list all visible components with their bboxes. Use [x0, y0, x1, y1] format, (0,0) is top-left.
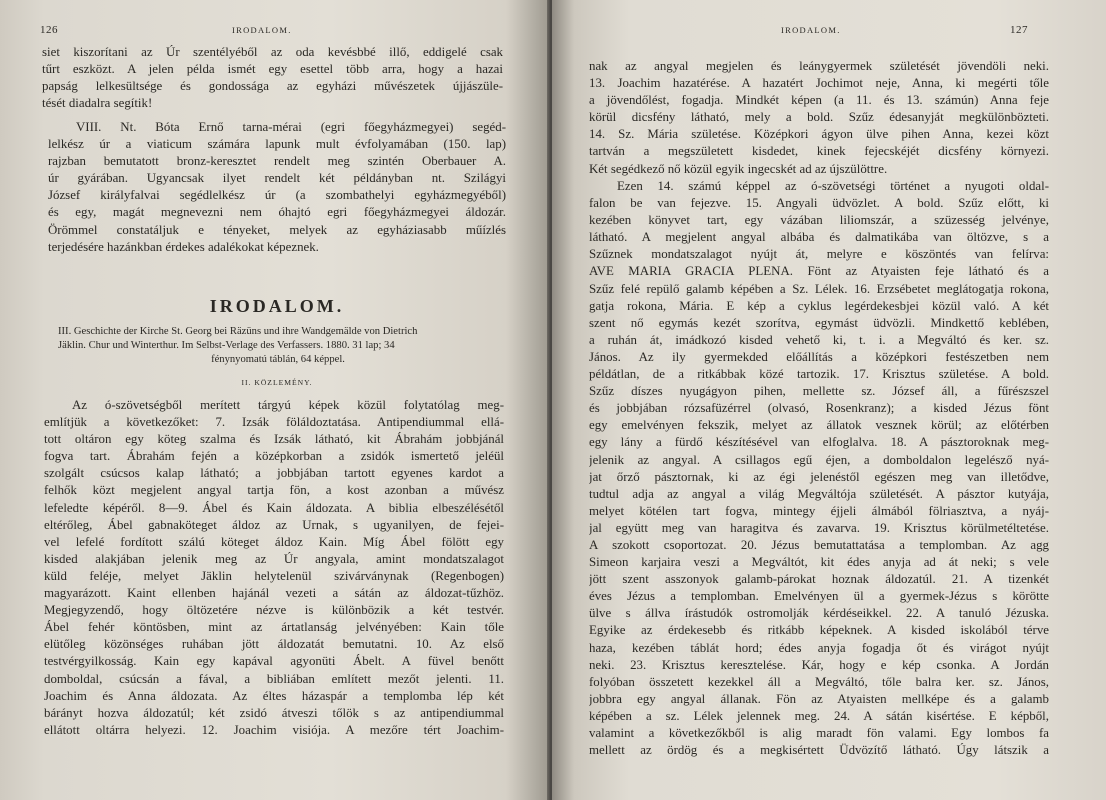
- page-number: 126: [40, 24, 58, 36]
- text-line: jat őrző pásztornak, ki az égi jelenéstől egészen meg van illetődve,: [589, 469, 1049, 484]
- text-line: Szűznek mondatszalagot nyújt át, melyre e köszöntés van felírva:: [589, 247, 1049, 262]
- paragraph: [589, 58, 1049, 178]
- text-line: látható. A megjelent angyal albába és dalmatikába van öltözve, s a: [589, 230, 1049, 245]
- running-head: IRODALOM.: [232, 25, 292, 35]
- text-line: 14. Sz. Mária születése. Középkori ágyon ülve pihen Anna, kezei közt: [589, 127, 1049, 142]
- text-line: Az ó-szövetségből merített tárgyú képek közül folytatólag meg-: [72, 398, 504, 412]
- text-line: rajzban bemutatott bronz-keresztet rendelt meg szintén Oberbauer A.: [48, 154, 506, 169]
- text-line: Ábel fehér köntösben, mint az ártatlanság jelvényében: Kain tőle: [44, 620, 504, 635]
- text-line: Két segédkező nő közül egyik ingecskét ad az újszülöttre.: [589, 161, 888, 176]
- text-line: egy lány a fürdő készítésével van elfoglalva. 18. A pásztoroknak meg-: [589, 435, 1049, 450]
- text-line: Ezen 14. számú képpel az ó-szövetségi történet a nyugoti oldal-: [617, 179, 1049, 193]
- text-line: felhők közt megjelent angyal tartja fön, a kost azonban a művész: [44, 483, 504, 498]
- text-line: AVE MARIA GRACIA PLENA. Fönt az Atyaisten feje látható és a: [589, 264, 1049, 279]
- paragraph: [42, 44, 503, 112]
- text-line: valamint a következőkből is alig maradt fön valami. Egy lombos fa: [589, 726, 1049, 740]
- left-page: [0, 0, 550, 800]
- text-line: haza, kezében táblát hord; édes anyja fogadja őt és virágot nyújt: [589, 640, 1049, 655]
- text-line: jal együtt meg van haragitva és zavarva. 19. Krisztus körülmetéltetése.: [589, 520, 1049, 535]
- text-line: lefeledte képéről. 8—9. Ábel és Kain áldozata. A biblia elbeszélésétől: [44, 500, 504, 515]
- text-line: Joachim és Anna áldozata. Az éltes házaspár a templomba lép két: [44, 688, 504, 703]
- text-line: Szűz felé repülő galamb képében a Sz. Lélek. 16. Erzsébetet meglátogatja rokona,: [589, 281, 1049, 296]
- text-line: ülve s állva írástudók ostromolják kérdéseikkel. 22. A tanuló Jézuska.: [589, 606, 1049, 621]
- running-head: IRODALOM.: [781, 25, 841, 35]
- text-line: és egy, magát megnevezni nem óhajtó egri főegyházmegyei áldozár.: [48, 205, 506, 220]
- text-line: tudtul adja az angyal a világ Megváltója születését. A pásztor kutyája,: [589, 486, 1049, 501]
- text-line: Egyike az érdekesebb és ritkább képeknek. A kisded iskolából térve: [589, 623, 1049, 638]
- text-line: 13. Joachim hazatérése. A hazatért Jochimot neje, Anna, ki megérti tőle: [589, 76, 1049, 91]
- text-line: eltérőleg, Ábel gabnaköteget áldoz az Urnak, s ugyanilyen, de fejei-: [44, 517, 504, 532]
- text-line: jött szent asszonyok galamb-párokat hoznak áldozatúl. 21. A tizenkét: [589, 572, 1049, 587]
- text-line: és jobbjában rózsafüzérrel (olvasó, Rosenkranz); a kisded Jézus fönt: [589, 401, 1049, 416]
- text-line: domboldal, csúcsán a fával, a bibliában említett mezőt jelenti. 11.: [44, 671, 504, 686]
- text-line: testvérgyilkosság. Kain egy kapával agyonüti Ábelt. A füvel benőtt: [44, 654, 504, 669]
- text-line: egy emelvényen fekszik, melyet az állatok vesznek körül; az előtérben: [589, 418, 1049, 433]
- text-line: papság lelkesültsége és gondossága az egyházi művészetek újjászüle-: [42, 79, 503, 94]
- text-line: bárányt hozva áldozatúl; két zsidó átveszi tőlök s az antipendiummal: [44, 705, 504, 720]
- text-line: nak az angyal megjelen és leánygyermek születését jövendöli neki.: [589, 59, 1049, 73]
- text-line: küld feléje, melyet Jäklin helytelenül szivárványnak (Regenbogen): [44, 568, 504, 583]
- text-line: fénynyomatú táblán, 64 képpel.: [211, 354, 345, 365]
- text-line: kisded alakjában jelenik meg az Úr angyala, amint mondatszalagot: [44, 551, 504, 566]
- text-line: úr gyárában. Ugyancsak ilyet rendelt két példányban nt. Szilágyi: [48, 171, 506, 186]
- text-line: József királyfalvai segédlelkész úr (a szombathelyi egyházmegyéből): [48, 188, 506, 203]
- text-line: János. Az ily gyermekded előállítás a középkori festészetben nem: [589, 349, 1049, 364]
- text-line: példátlan, de a ritkábbak közé tartozik. 17. Krisztus születése. A bold.: [589, 367, 1049, 382]
- text-line: melyet kötélen tart fogva, mintegy éjjeli álmából fölriasztva, a nyáj-: [589, 503, 1049, 518]
- text-line: Megjegyzendő, hogy öltözetére nézve is különbözik a két testvér.: [44, 603, 504, 618]
- text-line: III. Geschichte der Kirche St. Georg bei Räzüns und ihre Wandgemälde von Dietrich: [58, 326, 418, 337]
- text-line: A szokott csoportozat. 20. Jézus bemutattatása a templomban. Az agg: [589, 537, 1049, 552]
- text-line: Jäklin. Chur und Winterthur. Im Selbst-Verlage des Verfassers. 1880. 31 lap; 34: [58, 340, 395, 351]
- text-line: említjük a következőket: 7. Izsák föláldoztatása. Antipendiummal ellá-: [44, 415, 504, 430]
- text-line: tartván a megszületett kisdedet, kinek fejecskéjét dicsfény környezi.: [589, 144, 1049, 159]
- text-line: tott oltáron egy köteg szalma és Izsák látható, kit Ábrahám jobbjánál: [44, 432, 504, 447]
- paragraph: [48, 119, 506, 256]
- text-line: éves Jézus a templomban. Emelvényen ül a gyermek-Jézus s körötte: [589, 589, 1049, 604]
- text-line: Simeon karjaira veszi a Megváltót, kit édes anyja ad át neki; s vele: [589, 555, 1049, 570]
- text-line: falon be van fejezve. 15. Angyali üdvözlet. A bold. Szűz előtt, ki: [589, 196, 1049, 211]
- text-line: mellett az ördög és a megkisértett Üdvözítő látható. Úgy látszik a: [589, 743, 1049, 758]
- text-line: ellátott oltárra helyezi. 12. Joachim visiója. A mezőre tért Joachim-: [44, 722, 504, 737]
- text-line: Szűz díszes nyugágyon pihen, mellette sz. József áll, a fűrészszel: [589, 384, 1049, 399]
- text-line: lelkész úr a viaticum számára lapunk mult évfolyamában (150. lap): [48, 137, 506, 152]
- text-line: képében a sz. Lélek jelennek meg. 24. A sátán kisértése. E képből,: [589, 708, 1049, 723]
- text-line: kezében könyvet tart, egy vázában liliomszár, a szüzesség jelvénye,: [589, 213, 1049, 228]
- section-title: IRODALOM.: [209, 296, 345, 316]
- text-line: a ruhán át, imádkozó kisded vehető ki, t. i. a Megváltó és ker. sz.: [589, 332, 1049, 347]
- text-line: fogva tart. Ábrahám fején a középkorban a zsidók ismertető jeléül: [44, 449, 504, 464]
- text-line: jelenik az angyal. A csillagos egű éjen, a domboldalon legelésző nyá-: [589, 452, 1049, 467]
- text-line: Örömmel constatáljuk e tényeket, melyek az egyháziasabb műízlés: [48, 222, 506, 237]
- paragraph: [589, 178, 1049, 759]
- text-line: magyarázott. Kaint ellenben hajánál vezeti a sátán az áldozat-tűzhöz.: [44, 586, 504, 601]
- text-line: tűrt eszközt. A jelen példa ismét egy esettel több arra, hogy a hazai: [42, 62, 503, 77]
- paragraph: [44, 397, 504, 739]
- text-line: neki. 23. Krisztus keresztelése. Kár, hogy e kép csonka. A Jordán: [589, 657, 1049, 672]
- text-line: a jövendőlést, fogadja. Mindkét képen (a 11. és 13. számún) Anna feje: [589, 93, 1049, 108]
- text-line: folyóban összetett kezekkel áll a Megváltó, tőle balra ker. sz. János,: [589, 674, 1049, 689]
- text-line: szolgált csúcsos kalap látható; a jobbjában tartott egyenes kardot a: [44, 466, 504, 481]
- text-line: tését diadalra segítik!: [42, 96, 153, 111]
- subsection-title: II. KÖZLEMÉNY.: [241, 378, 313, 387]
- text-line: terjedésére hazánkban érdekes adalékokat képeznek.: [48, 239, 319, 254]
- text-line: gatja rokona, Mária. E kép a cyklus legérdekesbjei közül való. A két: [589, 298, 1049, 313]
- right-page: [552, 0, 1106, 800]
- text-line: jobbra egy angyal állanak. Fön az Atyaisten mellképe és a galamb: [589, 691, 1049, 706]
- text-line: szent nő egymás kezét szorítva, egymást üdvözli. Mindkettő keblében,: [589, 315, 1049, 330]
- page-number: 127: [1010, 24, 1028, 36]
- text-line: VIII. Nt. Bóta Ernő tarna-mérai (egri főegyházmegyei) segéd-: [76, 120, 506, 134]
- text-line: körül dicsfény látható, mely a bold. Szűz édesanyját megkülönbözteti.: [589, 110, 1049, 125]
- text-line: vel lefelé fordított szálú köteget áldoz Kain. Míg Ábel fölött egy: [44, 534, 504, 549]
- book-reference: [58, 325, 498, 367]
- text-line: siet kiszorítani az Úr szentélyéből az oda kevésbbé illő, eddigelé csak: [42, 45, 503, 59]
- text-line: elütőleg közönséges ruhában jött áldozatát bemutatni. 10. Az első: [44, 637, 504, 652]
